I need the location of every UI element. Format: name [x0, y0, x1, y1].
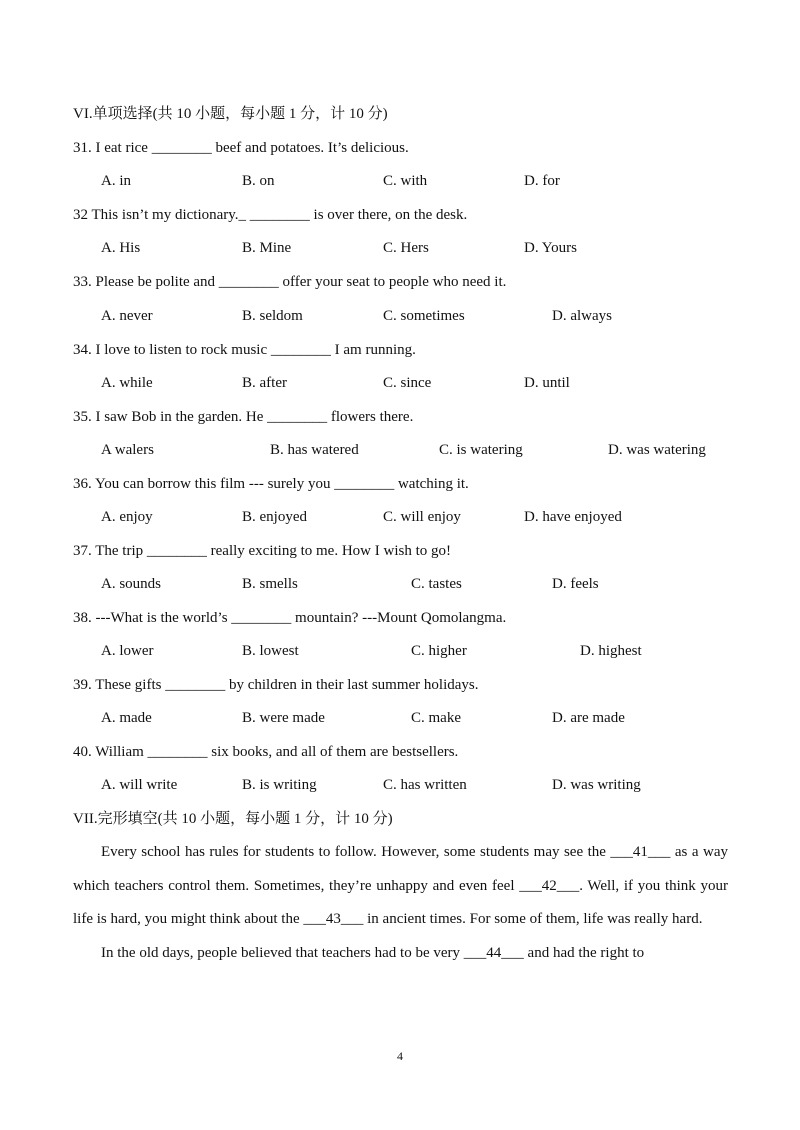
question-33-options: [0, 306, 800, 326]
question-37-stem: 37. The trip ________ really exciting to me. How I wish to go!: [73, 543, 451, 559]
question-39-options: [0, 708, 800, 728]
option-b: B. is writing: [242, 777, 317, 793]
question-40-options: [0, 775, 800, 795]
question-37-options: [0, 574, 800, 594]
option-a: A. will write: [101, 777, 178, 793]
option-c: C. is watering: [439, 442, 523, 458]
option-a: A. never: [101, 308, 153, 324]
option-d: D. always: [552, 308, 612, 324]
option-c: C. sometimes: [383, 308, 465, 324]
option-d: D. are made: [552, 710, 625, 726]
question-40-stem: 40. William ________ six books, and all of them are bestsellers.: [73, 744, 459, 760]
option-b: B. enjoyed: [242, 509, 307, 525]
passage-paragraph-2: In the old days, people believed that teachers had to be very ___44___ and had the right to: [101, 944, 645, 961]
option-b: B. after: [242, 375, 287, 391]
page-number: 4: [397, 1049, 403, 1063]
option-a: A. lower: [101, 643, 154, 659]
option-a: A walers: [101, 442, 154, 458]
question-34-options: [0, 373, 800, 393]
option-b: B. has watered: [270, 442, 359, 458]
question-34-stem: 34. I love to listen to rock music ________ I am running.: [73, 342, 416, 358]
question-36-options: [0, 507, 800, 527]
question-36-stem: 36. You can borrow this film --- surely you ________ watching it.: [73, 476, 469, 492]
option-c: C. will enjoy: [383, 509, 461, 525]
option-d: D. was watering: [608, 442, 706, 458]
section-7-heading: VII.完形填空(共 10 小题，每小题 1 分，计 10 分): [73, 811, 393, 827]
option-d: D. until: [524, 375, 570, 391]
question-38-options: [0, 641, 800, 661]
option-d: D. Yours: [524, 240, 577, 256]
option-a: A. in: [101, 173, 131, 189]
option-b: B. smells: [242, 576, 298, 592]
passage-paragraph-1: Every school has rules for students to follow. However, some students may see the ___41___ as a way which teachers control them. Sometimes, they’re unhappy and even feel ___42___. Well, if you think your life is hard, you might think about the ___43___ in ancient times. For some of them, life was really hard.: [73, 844, 728, 927]
question-35-stem: 35. I saw Bob in the garden. He ________ flowers there.: [73, 409, 414, 425]
question-31-options: [0, 171, 800, 191]
option-d: D. highest: [580, 643, 642, 659]
question-32-stem: 32 This isn’t my dictionary._ ________ is over there, on the desk.: [73, 207, 468, 223]
option-c: C. with: [383, 173, 428, 189]
question-33-stem: 33. Please be polite and ________ offer your seat to people who need it.: [73, 274, 507, 290]
option-c: C. has written: [383, 777, 467, 793]
question-38-stem: 38. ---What is the world’s ________ mountain? ---Mount Qomolangma.: [73, 610, 507, 626]
option-a: A. His: [101, 240, 141, 256]
question-35-options: [0, 440, 800, 460]
option-b: B. lowest: [242, 643, 299, 659]
question-31-stem: 31. I eat rice ________ beef and potatoes. It’s delicious.: [73, 140, 409, 156]
section-6-heading: VI.单项选择(共 10 小题，每小题 1 分，计 10 分): [73, 106, 388, 122]
option-d: D. for: [524, 173, 560, 189]
option-a: A. made: [101, 710, 152, 726]
option-c: C. higher: [411, 643, 467, 659]
option-c: C. tastes: [411, 576, 462, 592]
question-39-stem: 39. These gifts ________ by children in their last summer holidays.: [73, 677, 479, 693]
option-a: A. sounds: [101, 576, 162, 592]
option-c: C. Hers: [383, 240, 429, 256]
option-d: D. have enjoyed: [524, 509, 622, 525]
option-d: D. was writing: [552, 777, 641, 793]
option-a: A. enjoy: [101, 509, 153, 525]
option-b: B. were made: [242, 710, 325, 726]
option-c: C. make: [411, 710, 461, 726]
option-c: C. since: [383, 375, 432, 391]
cloze-passage: [73, 836, 728, 970]
option-a: A. while: [101, 375, 153, 391]
option-d: D. feels: [552, 576, 599, 592]
option-b: B. Mine: [242, 240, 292, 256]
question-32-options: [0, 238, 800, 258]
option-b: B. on: [242, 173, 275, 189]
option-b: B. seldom: [242, 308, 303, 324]
